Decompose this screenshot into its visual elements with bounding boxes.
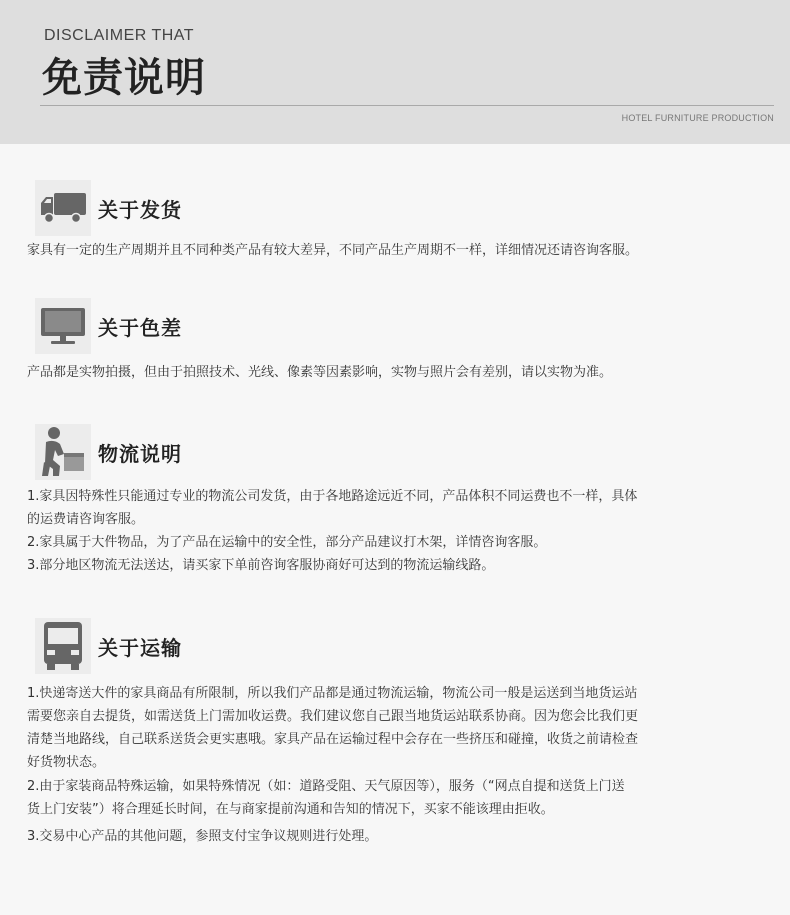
header-title-zh: 免责说明 [42,55,206,101]
section-transport-text-3: 3.交易中心产品的其他问题，参照支付宝争议规则进行处理。 [27,829,378,844]
section-color-text: 产品都是实物拍摄，但由于拍照技术、光线、像素等因素影响，实物与照片会有差别，请以实物为准。 [27,365,613,380]
truck-icon [35,180,91,236]
section-shipping-text: 家具有一定的生产周期并且不同种类产品有较大差异，不同产品生产周期不一样，详细情况还请咨询客服。 [27,243,639,258]
section-logistics-heading [35,422,182,482]
bus-icon [35,618,91,674]
person-carrying-box-icon [35,424,91,480]
section-transport-text-1: 1.快递寄送大件的家具商品有所限制，所以我们产品都是通过物流运输，物流公司一般是运送到当地货运站 需要您亲自去提货，如需送货上门需加收运费。我们建议您自己跟当地货运站联系协商。因为您会比我们更 清楚当地路线，自己联系送货会更实惠哦。家具产品在运输过程中会存在一些挤压和碰撞，收货之前请检查 好货物状态。 [27,686,639,770]
section-transport-title: 关于运输 [98,635,182,660]
header-subtitle: HOTEL FURNITURE PRODUCTION [621,113,774,123]
header-banner [0,0,790,144]
section-transport-text-2: 2.由于家装商品特殊运输，如果特殊情况（如：道路受阻、天气原因等），服务（“网点自提和送货上门送 货上门安装”）将合理延长时间，在与商家提前沟通和告知的情况下，买家不能该理由拒收。 [27,779,625,817]
section-shipping-title: 关于发货 [98,197,182,222]
section-color-title: 关于色差 [98,315,182,340]
section-logistics-text: 1.家具因特殊性只能通过专业的物流公司发货，由于各地路途远近不同，产品体积不同运费也不一样，具体 的运费请咨询客服。 2.家具属于大件物品，为了产品在运输中的安全性，部分产品建议打木架，详情咨询客服。 3.部分地区物流无法送达，请买家下单前咨询客服协商好可达到的物流运输线路。 [27,489,638,573]
section-logistics-title: 物流说明 [98,441,182,466]
section-shipping-heading [35,178,182,238]
header-divider [40,105,774,106]
monitor-icon [35,298,91,354]
section-transport-heading [35,616,182,676]
section-color-heading [35,296,182,356]
header-title-en: DISCLAIMER THAT [44,27,195,44]
